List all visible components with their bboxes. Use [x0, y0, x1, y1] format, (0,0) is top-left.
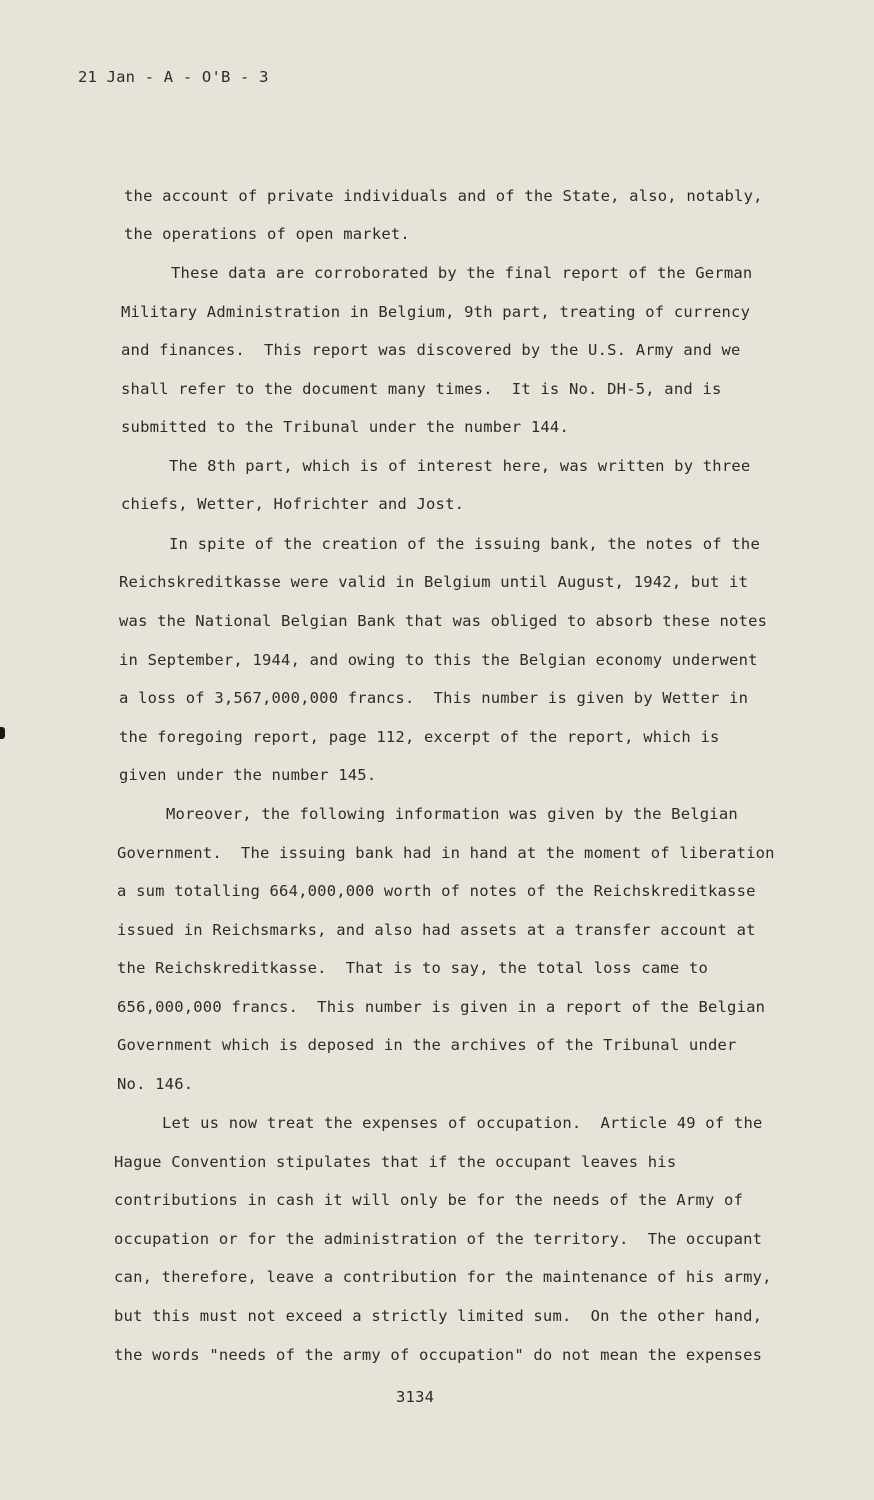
text-line: Government which is deposed in the archives of the Tribunal under	[117, 1036, 737, 1054]
text-line: Moreover, the following information was given by the Belgian	[166, 805, 738, 823]
text-line: The 8th part, which is of interest here, was written by three	[169, 457, 751, 475]
text-line: the account of private individuals and of the State, also, notably,	[124, 187, 763, 205]
text-line: contributions in cash it will only be for the needs of the Army of	[114, 1191, 744, 1209]
text-line: a loss of 3,567,000,000 francs. This number is given by Wetter in	[119, 689, 749, 707]
text-line: the words "needs of the army of occupation" do not mean the expenses	[114, 1346, 763, 1364]
text-line: was the National Belgian Bank that was obliged to absorb these notes	[119, 612, 768, 630]
text-line: issued in Reichsmarks, and also had assets at a transfer account at	[117, 921, 756, 939]
text-line: occupation or for the administration of the territory. The occupant	[114, 1230, 763, 1248]
text-line: Government. The issuing bank had in hand at the moment of liberation	[117, 844, 775, 862]
text-line: chiefs, Wetter, Hofrichter and Jost.	[121, 495, 465, 513]
text-line: in September, 1944, and owing to this the Belgian economy underwent	[119, 651, 758, 669]
text-line: Military Administration in Belgium, 9th part, treating of currency	[121, 303, 751, 321]
text-line: but this must not exceed a strictly limited sum. On the other hand,	[114, 1307, 763, 1325]
text-line: shall refer to the document many times. It is No. DH-5, and is	[121, 380, 722, 398]
text-line: the foregoing report, page 112, excerpt of the report, which is	[119, 728, 720, 746]
text-line: a sum totalling 664,000,000 worth of notes of the Reichskreditkasse	[117, 882, 756, 900]
page-header: 21 Jan - A - O'B - 3	[78, 68, 269, 86]
text-line: In spite of the creation of the issuing bank, the notes of the	[169, 535, 760, 553]
text-line: No. 146.	[117, 1075, 194, 1093]
text-line: the operations of open market.	[124, 225, 410, 243]
text-line: submitted to the Tribunal under the number 144.	[121, 418, 569, 436]
text-line: Hague Convention stipulates that if the occupant leaves his	[114, 1153, 677, 1171]
text-line: and finances. This report was discovered by the U.S. Army and we	[121, 341, 741, 359]
page-number: 3134	[396, 1388, 435, 1406]
text-line: Reichskreditkasse were valid in Belgium until August, 1942, but it	[119, 573, 749, 591]
text-line: given under the number 145.	[119, 766, 377, 784]
text-line: can, therefore, leave a contribution for the maintenance of his army,	[114, 1268, 772, 1286]
punch-hole-mark	[0, 727, 5, 739]
text-line: the Reichskreditkasse. That is to say, the total loss came to	[117, 959, 708, 977]
text-line: 656,000,000 francs. This number is given in a report of the Belgian	[117, 998, 766, 1016]
text-line: Let us now treat the expenses of occupation. Article 49 of the	[162, 1114, 763, 1132]
text-line: These data are corroborated by the final report of the German	[171, 264, 753, 282]
